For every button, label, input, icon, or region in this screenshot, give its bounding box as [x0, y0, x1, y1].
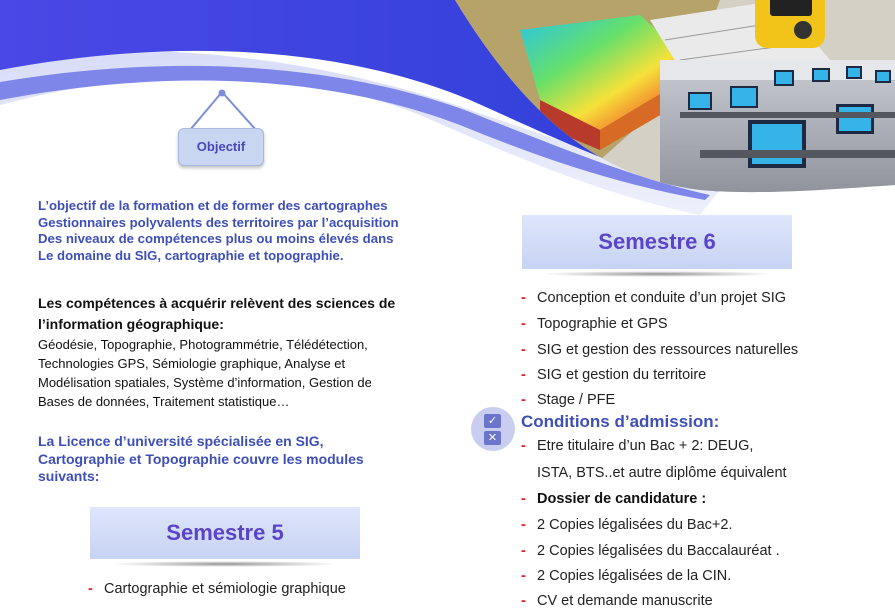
list-item	[521, 593, 713, 609]
list-item-text: CV et demande manuscrite	[537, 593, 713, 609]
list-item	[521, 568, 731, 584]
bac-line: Etre titulaire d’un Bac + 2: DEUG,	[537, 438, 754, 454]
semestre6-title: Semestre 6	[522, 215, 792, 269]
dossier-title: Dossier de candidature :	[537, 491, 707, 507]
competences-line: Technologies GPS, Sémiologie graphique, Analyse et	[38, 356, 346, 371]
licence-paragraph	[38, 433, 458, 486]
list-item-text: SIG et gestion du territoire	[537, 367, 707, 383]
list-item-text: Topographie et GPS	[537, 316, 668, 332]
competences-line: Géodésie, Topographie, Photogrammétrie, Télédétection,	[38, 337, 368, 352]
intro-line: Gestionnaires polyvalents des territoires par l’acquisition	[38, 214, 399, 230]
list-item-text: SIG et gestion des ressources naturelles	[537, 342, 799, 358]
dash-bullet-icon: -	[521, 491, 526, 507]
intro-line: Le domaine du SIG, cartographie et topographie.	[38, 247, 344, 263]
list-item-text: Cartographie et sémiologie graphique	[104, 581, 346, 597]
list-item	[521, 290, 786, 306]
semestre5-title: Semestre 5	[90, 507, 360, 559]
dash-bullet-icon: -	[521, 367, 526, 383]
conditions-title: Conditions d’admission:	[521, 412, 720, 431]
intro-line: Des niveaux de compétences plus ou moins élevés dans	[38, 231, 394, 246]
semestre5-shadow	[110, 561, 340, 567]
list-item	[521, 491, 706, 507]
sign-hanger-icon	[178, 88, 268, 132]
cross-box-icon: ✕	[484, 431, 501, 445]
licence-line: Cartographie et Topographie couvre les modules	[38, 450, 364, 467]
list-item-text: Stage / PFE	[537, 392, 616, 408]
list-item-text: 2 Copies légalisées de la CIN.	[537, 568, 732, 584]
list-item	[521, 438, 753, 454]
competences-body	[38, 335, 458, 411]
dash-bullet-icon: -	[521, 438, 526, 454]
dash-bullet-icon: -	[521, 290, 526, 306]
list-item	[521, 392, 615, 408]
licence-line: La Licence d’université spécialisée en SIG,	[38, 433, 324, 449]
competences-heading-line: Les compétences à acquérir relèvent des sciences de	[38, 295, 396, 311]
checklist-icon	[471, 407, 515, 451]
dash-bullet-icon: -	[88, 581, 93, 597]
list-item	[521, 342, 798, 358]
dash-bullet-icon: -	[521, 316, 526, 332]
list-item	[521, 543, 780, 559]
dash-bullet-icon: -	[521, 392, 526, 408]
list-item-text: 2 Copies légalisées du Baccalauréat .	[537, 543, 780, 559]
dash-bullet-icon: -	[521, 517, 526, 533]
competences-heading	[38, 293, 458, 335]
objectif-label: Objectif	[178, 128, 264, 166]
list-item-text: Conception et conduite d’un projet SIG	[537, 290, 787, 306]
licence-line: suivants:	[38, 468, 100, 484]
semestre6-shadow	[540, 271, 775, 277]
check-box-icon: ✓	[484, 414, 501, 428]
dash-bullet-icon: -	[521, 342, 526, 358]
intro-line: L’objectif de la formation et de former des cartographes	[38, 198, 388, 213]
dash-bullet-icon: -	[521, 568, 526, 584]
dash-bullet-icon: -	[521, 543, 526, 559]
bac-line-continued: ISTA, BTS..et autre diplôme équivalent	[537, 465, 787, 481]
list-item	[521, 316, 668, 332]
competences-line: Bases de données, Traitement statistique…	[38, 394, 290, 409]
list-item	[88, 581, 346, 597]
intro-paragraph	[38, 198, 458, 264]
dash-bullet-icon: -	[521, 593, 526, 609]
competences-line: Modélisation spatiales, Système d’information, Gestion de	[38, 375, 372, 390]
list-item	[521, 517, 732, 533]
competences-heading-line: l’information géographique:	[38, 316, 224, 332]
list-item-text: 2 Copies légalisées du Bac+2.	[537, 517, 733, 533]
list-item	[521, 367, 706, 383]
